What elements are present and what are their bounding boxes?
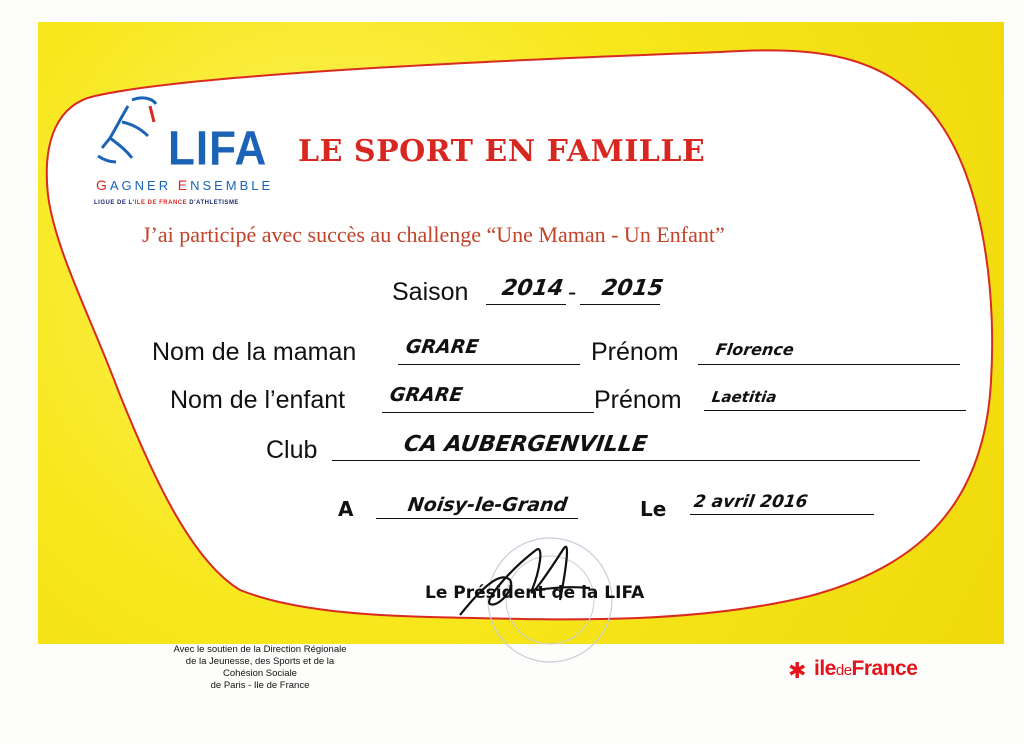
saison-start-line <box>486 304 566 305</box>
child-firstname-label: Prénom <box>594 386 682 414</box>
mother-name-label: Nom de la maman <box>152 338 357 366</box>
child-firstname-value: Laetitia <box>710 388 778 406</box>
mother-firstname-value: Florence <box>714 340 796 359</box>
mother-firstname-label: Prénom <box>591 338 679 366</box>
place-label: A <box>338 497 354 521</box>
child-firstname-line <box>704 410 966 411</box>
support-text: Avec le soutien de la Direction Régionale de la Jeunesse, des Sports et de la Cohésion Sociale de Paris - Ile de France <box>173 644 347 691</box>
date-value: 2 avril 2016 <box>692 492 809 512</box>
date-label: Le <box>640 497 667 521</box>
handwritten-signature <box>440 530 610 630</box>
place-value: Noisy-le-Grand <box>406 494 569 516</box>
club-label: Club <box>266 436 318 464</box>
logo-subline: LIGUE DE L'ILE DE FRANCE D'ATHLETISME <box>94 200 239 206</box>
club-value: CA AUBERGENVILLE <box>402 432 650 457</box>
saison-end-value: 2015 <box>600 276 665 301</box>
runner-icon <box>92 92 172 172</box>
president-label: Le Président de la LIFA <box>425 583 645 603</box>
saison-label: Saison <box>392 278 469 306</box>
certificate-subtitle: J’ai participé avec succès au challenge “Une Maman - Un Enfant” <box>142 222 725 247</box>
logo-tagline: GAGNER ENSEMBLE <box>96 177 274 193</box>
saison-dash: - <box>568 278 577 306</box>
certificate-title: LE SPORT EN FAMILLE <box>298 134 706 169</box>
mother-name-value: GRARE <box>404 336 481 358</box>
iledefrance-logo: iledeFrance <box>814 657 918 680</box>
place-line <box>376 518 578 519</box>
mother-firstname-line <box>698 364 960 365</box>
mother-name-line <box>398 364 580 365</box>
saison-start-value: 2014 <box>500 276 565 301</box>
club-line <box>332 460 920 461</box>
date-line <box>690 514 874 515</box>
child-name-label: Nom de l’enfant <box>170 386 346 414</box>
lifa-logo-text: LIFA <box>168 121 268 176</box>
region-star-icon: ✱ <box>788 658 807 683</box>
saison-end-line <box>580 304 660 305</box>
child-name-value: GRARE <box>388 384 465 406</box>
child-name-line <box>382 412 594 413</box>
